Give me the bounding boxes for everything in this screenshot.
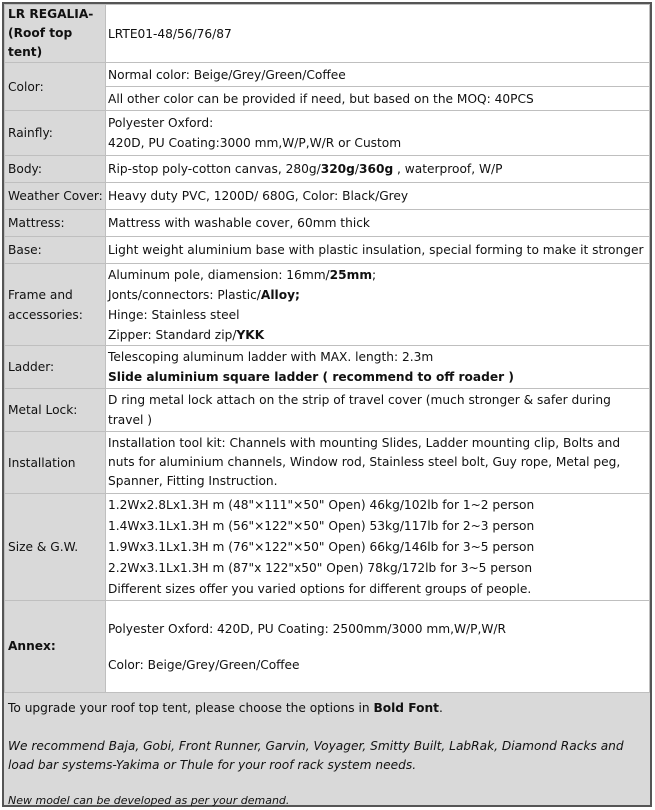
- annex-line-2: Color: Beige/Grey/Green/Coffee: [108, 657, 300, 672]
- mattress-row: [5, 210, 650, 237]
- rainfly-line-2: 420D, PU Coating:3000 mm,W/P,W/R or Custom: [108, 136, 402, 150]
- frame-row: [5, 264, 650, 346]
- annex-row: [5, 601, 650, 693]
- weather-value: Heavy duty PVC, 1200D/ 680G, Color: Black/Grey: [106, 183, 650, 210]
- color-row: [5, 63, 650, 87]
- ladder-line-1: Telescoping aluminum ladder with MAX. length: 2.3m: [108, 350, 434, 364]
- base-text: Light weight aluminium base with plastic insulation, special forming to make it stronger: [108, 243, 644, 257]
- install-row: [5, 432, 650, 494]
- weather-row: [5, 183, 650, 210]
- install-text: Installation tool kit: Channels with mounting Slides, Ladder mounting clip, Bolts and nuts for aluminium channels, Window rod, Stainless steel bolt, Guy rope, Metal peg, Spanner, Fitting Instruction.: [108, 436, 621, 488]
- model-code: LRTE01-48/56/76/87: [106, 5, 650, 63]
- ladder-row: [5, 346, 650, 389]
- rainfly-value: [106, 111, 650, 156]
- install-value: [106, 432, 650, 494]
- size-value: [106, 494, 650, 601]
- body-value: [106, 156, 650, 183]
- body-text-end: , waterproof, W/P: [393, 162, 503, 176]
- base-value: [106, 237, 650, 264]
- mattress-label: Mattress:: [5, 210, 106, 237]
- frame-zipper: Zipper: Standard zip/YKK: [108, 327, 265, 342]
- weather-label: Weather Cover:: [5, 183, 106, 210]
- install-label: Installation: [5, 432, 106, 494]
- ladder-value: [106, 346, 650, 389]
- size-line: Different sizes offer you varied options for different groups of people.: [108, 581, 532, 596]
- spec-table: [4, 4, 650, 693]
- size-line: 1.4Wx3.1Lx1.3H m (56"×122"×50" Open) 53kg/117lb for 2~3 person: [108, 518, 535, 533]
- body-option-320g: 320g: [320, 162, 355, 176]
- body-option-360g: 360g: [359, 162, 394, 176]
- frame-joints: Jonts/connectors: Plastic/Alloy;: [108, 287, 300, 302]
- mattress-value: Mattress with washable cover, 60mm thick: [106, 210, 650, 237]
- annex-line-1: Polyester Oxford: 420D, PU Coating: 2500mm/3000 mm,W/P,W/R: [108, 621, 507, 636]
- annex-label: Annex:: [5, 601, 106, 693]
- frame-label: Frame and accessories:: [5, 264, 106, 346]
- size-row: [5, 494, 650, 601]
- rainfly-line-1: Polyester Oxford:: [108, 116, 214, 130]
- header-row: [5, 5, 650, 63]
- body-label: Body:: [5, 156, 106, 183]
- upgrade-note: To upgrade your roof top tent, please choose the options in Bold Font.: [8, 701, 443, 715]
- body-separator: /: [354, 162, 359, 176]
- ladder-label: Ladder:: [5, 346, 106, 389]
- annex-value: [106, 601, 650, 693]
- body-text: Rip-stop poly-cotton canvas, 280g/: [108, 162, 321, 176]
- product-name-label: LR REGALIA-(Roof top tent): [5, 5, 106, 63]
- lock-row: [5, 389, 650, 432]
- frame-hinge: Hinge: Stainless steel: [108, 307, 240, 322]
- spec-sheet: [2, 2, 652, 807]
- size-label: Size & G.W.: [5, 494, 106, 601]
- rainfly-row: [5, 111, 650, 156]
- new-model-note: New model can be developed as per your demand.: [8, 794, 290, 807]
- rack-recommendation: We recommend Baja, Gobi, Front Runner, Garvin, Voyager, Smitty Built, LabRak, Diamond Racks and load bar systems-Yakima or Thule for your roof rack system needs.: [8, 739, 624, 772]
- base-row: [5, 237, 650, 264]
- lock-text: D ring metal lock attach on the strip of travel cover (much stronger & safer during travel ): [108, 393, 611, 427]
- base-label: Base:: [5, 237, 106, 264]
- frame-pole: Aluminum pole, diamension: 16mm/25mm;: [108, 267, 377, 282]
- size-line: 2.2Wx3.1Lx1.3H m (87"x 122"x50" Open) 78kg/172lb for 3~5 person: [108, 560, 533, 575]
- footer-notes: [4, 693, 650, 810]
- ladder-line-2: Slide aluminium square ladder ( recommend to off roader ): [108, 370, 514, 384]
- lock-label: Metal Lock:: [5, 389, 106, 432]
- color-normal: Normal color: Beige/Grey/Green/Coffee: [106, 63, 650, 87]
- color-label: Color:: [5, 63, 106, 111]
- size-line: 1.9Wx3.1Lx1.3H m (76"×122"×50" Open) 66kg/146lb for 3~5 person: [108, 539, 535, 554]
- size-line: 1.2Wx2.8Lx1.3H m (48"×111"×50" Open) 46kg/102lb for 1~2 person: [108, 497, 535, 512]
- frame-value: [106, 264, 650, 346]
- lock-value: [106, 389, 650, 432]
- color-other: All other color can be provided if need, but based on the MOQ: 40PCS: [106, 87, 650, 111]
- body-row: [5, 156, 650, 183]
- rainfly-label: Rainfly:: [5, 111, 106, 156]
